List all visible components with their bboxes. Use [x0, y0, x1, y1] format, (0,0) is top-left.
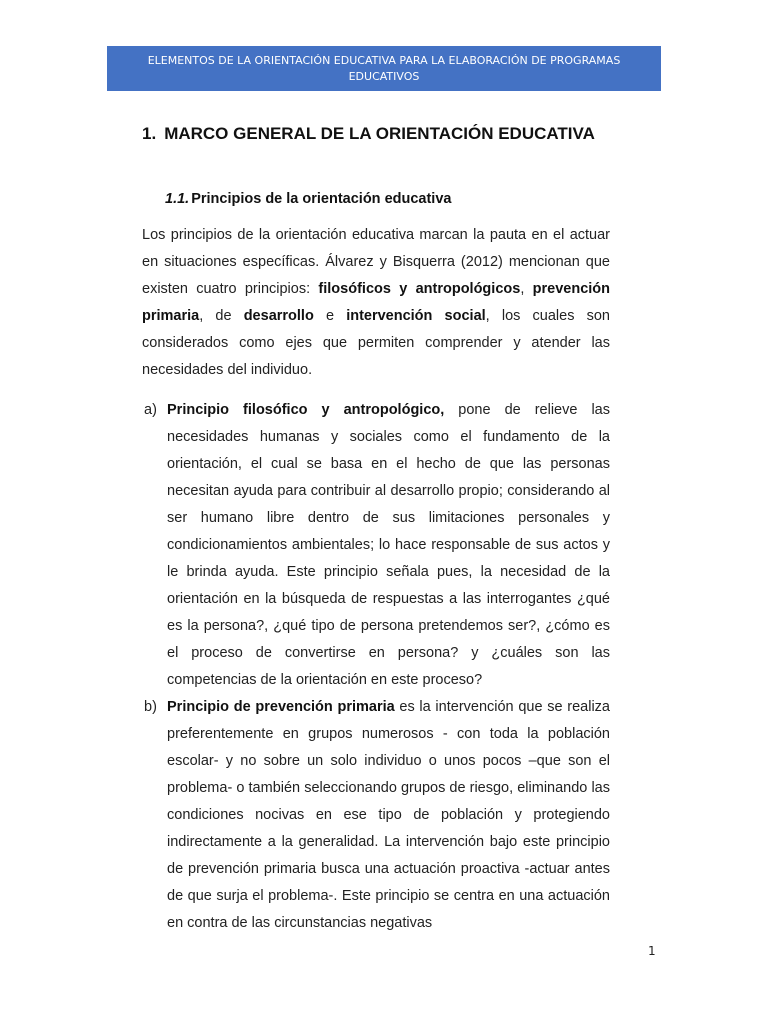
section-number: 1.: [142, 124, 157, 143]
list-item-text: pone de relieve las necesidades humanas y sociales como el fundamento de la orientación, el cual se basa en el hecho de que las personas necesitan ayuda para contribuir al desarrollo propio; considerando al ser humano libre dentro de sus limitaciones personales y condicionamientos ambientales; lo hace responsable de sus actos y le brinda ayuda. Este principio señala pues, la necesidad de la orientación en la búsqueda de respuestas a las interrogantes ¿qué es la persona?, ¿qué tipo de persona pretendemos ser?, ¿cómo es el proceso de convertirse en persona? y ¿cuáles son las competencias de la orientación en este proceso?: [167, 402, 610, 688]
intro-text-5: , los cuales son considerados como ejes que permiten comprender y atender las necesidades del individuo.: [142, 308, 610, 378]
intro-text-3: , de: [199, 308, 244, 324]
intro-text-2: ,: [520, 281, 533, 297]
subsection-heading: [165, 191, 451, 207]
list-item-bold: Principio filosófico y antropológico,: [167, 402, 445, 418]
list-item-marker: b): [144, 699, 157, 715]
subsection-number: 1.1.: [165, 191, 190, 207]
intro-text-1: Los principios de la orientación educativa marcan la pauta en el actuar en situaciones específicas. Álvarez y Bisquerra (2012) mencionan que existen cuatro principios:: [142, 227, 610, 297]
list-item-marker: a): [144, 402, 157, 418]
principles-list: [142, 397, 610, 937]
list-item-text: es la intervención que se realiza preferentemente en grupos numerosos - con toda la población escolar- y no sobre un solo individuo o unos pocos –que son el problema- o también seleccionando grupos de riesgo, eliminando las condiciones nocivas en ese tipo de población y protegiendo indirectamente a la generalidad. La intervención bajo este principio de prevención primaria busca una actuación proactiva -actuar antes de que surja el problema-. Este principio se centra en una actuación en contra de las circunstancias negativas: [167, 699, 610, 931]
intro-text-4: e: [313, 308, 347, 324]
header-banner: [107, 46, 661, 91]
subsection-title: Principios de la orientación educativa: [191, 191, 452, 207]
section-heading: [142, 124, 595, 144]
page-number: 1: [648, 944, 656, 958]
intro-bold-3: desarrollo: [243, 308, 314, 324]
list-item-bold: Principio de prevención primaria: [167, 699, 395, 715]
intro-paragraph: [142, 222, 610, 384]
header-banner-text: ELEMENTOS DE LA ORIENTACIÓN EDUCATIVA PARA LA ELABORACIÓN DE PROGRAMAS EDUCATIVOS: [147, 53, 621, 83]
intro-bold-1: filosóficos y antropológicos: [318, 281, 521, 297]
list-item: [142, 694, 610, 937]
intro-bold-2: prevención primaria: [142, 281, 610, 324]
section-title: MARCO GENERAL DE LA ORIENTACIÓN EDUCATIVA: [164, 124, 595, 143]
list-item: [142, 397, 610, 694]
intro-bold-4: intervención social: [346, 308, 486, 324]
